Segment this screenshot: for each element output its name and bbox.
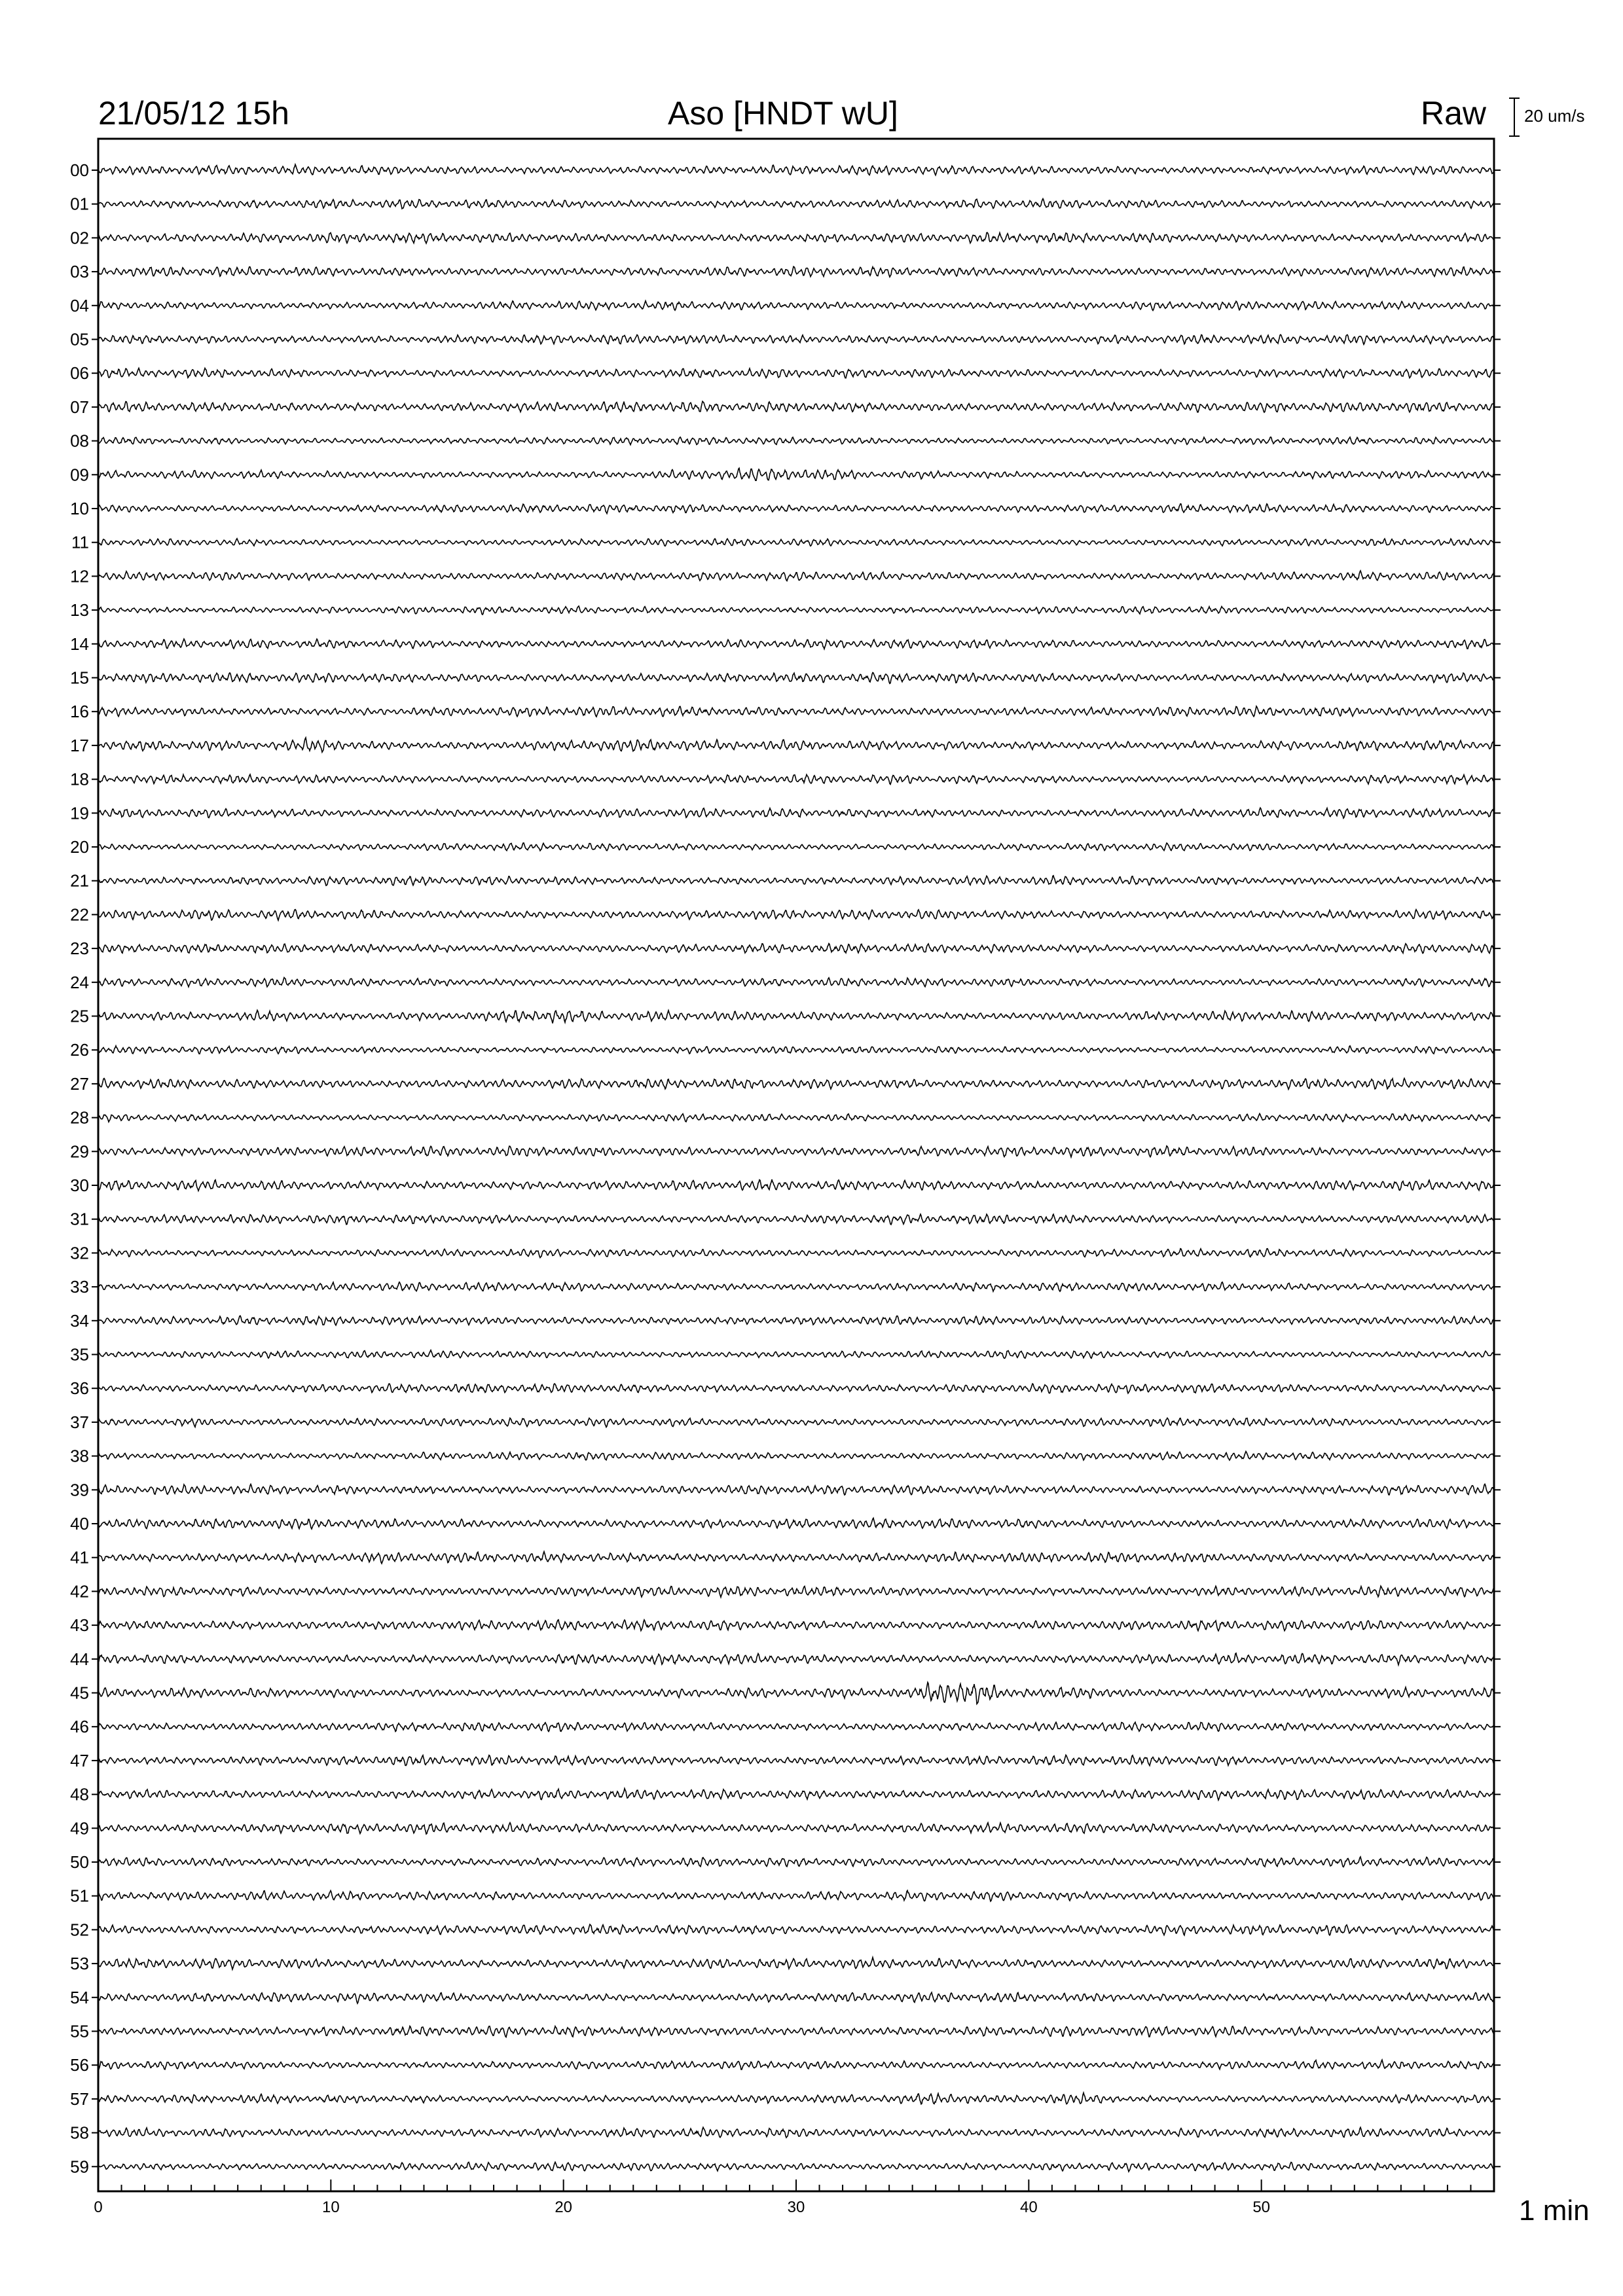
row-label-group — [70, 160, 1501, 2176]
row-label: 04 — [70, 295, 89, 315]
row-label: 13 — [70, 600, 89, 620]
row-label: 29 — [70, 1141, 89, 1162]
row-label: 50 — [70, 1852, 89, 1872]
row-label: 42 — [70, 1581, 89, 1602]
row-label: 10 — [70, 499, 89, 518]
row-label: 45 — [70, 1683, 89, 1703]
trace-row-10 — [98, 504, 1494, 514]
trace-row-35 — [98, 1350, 1494, 1359]
row-label: 12 — [70, 566, 89, 586]
row-label: 57 — [70, 2089, 89, 2109]
row-label: 32 — [70, 1243, 89, 1263]
trace-row-18 — [98, 774, 1494, 784]
row-label: 36 — [70, 1378, 89, 1399]
trace-row-31 — [98, 1214, 1494, 1225]
row-label: 09 — [70, 465, 89, 485]
trace-row-37 — [98, 1418, 1494, 1427]
scale-label: 20 um/s — [1524, 106, 1585, 126]
trace-row-52 — [98, 1924, 1494, 1935]
row-label: 56 — [70, 2055, 89, 2075]
plot-frame — [98, 139, 1494, 2191]
row-label: 03 — [70, 262, 89, 282]
trace-row-13 — [98, 606, 1494, 615]
trace-row-00 — [98, 164, 1494, 175]
trace-group — [98, 164, 1494, 2172]
row-label: 07 — [70, 397, 89, 417]
trace-row-55 — [98, 2026, 1494, 2037]
row-label: 30 — [70, 1175, 89, 1195]
trace-row-16 — [98, 706, 1494, 717]
trace-row-51 — [98, 1890, 1494, 1901]
row-label: 37 — [70, 1412, 89, 1432]
time-unit-label: 1 min — [1519, 2195, 1590, 2227]
trace-row-11 — [98, 539, 1494, 547]
row-label: 40 — [70, 1514, 89, 1534]
trace-row-15 — [98, 673, 1494, 684]
trace-row-48 — [98, 1789, 1494, 1801]
row-label: 05 — [70, 329, 89, 350]
trace-row-57 — [98, 2093, 1494, 2104]
trace-row-28 — [98, 1113, 1494, 1122]
trace-row-21 — [98, 876, 1494, 886]
row-label: 55 — [70, 2021, 89, 2041]
row-label: 38 — [70, 1446, 89, 1466]
row-label: 52 — [70, 1920, 89, 1940]
date-hour-label: 21/05/12 15h — [98, 95, 289, 132]
trace-row-22 — [98, 910, 1494, 921]
trace-row-14 — [98, 639, 1494, 649]
trace-row-02 — [98, 232, 1494, 243]
row-label: 18 — [70, 769, 89, 789]
row-label: 31 — [70, 1209, 89, 1229]
row-label: 14 — [70, 634, 89, 654]
trace-row-01 — [98, 199, 1494, 209]
x-tick-label: 30 — [787, 2198, 805, 2216]
station-title: Aso [HNDT wU] — [668, 95, 898, 132]
trace-row-24 — [98, 978, 1494, 987]
x-tick-label: 40 — [1019, 2198, 1038, 2216]
trace-row-19 — [98, 808, 1494, 818]
row-label: 54 — [70, 1987, 89, 2007]
row-label: 51 — [70, 1886, 89, 1906]
trace-row-40 — [98, 1518, 1494, 1529]
row-label: 21 — [70, 870, 89, 891]
trace-row-17 — [98, 738, 1494, 752]
row-label: 43 — [70, 1615, 89, 1636]
x-tick-label: 10 — [321, 2198, 340, 2216]
row-label: 01 — [70, 194, 89, 214]
row-label: 26 — [70, 1040, 89, 1060]
trace-row-27 — [98, 1079, 1494, 1090]
row-label: 58 — [70, 2123, 89, 2143]
row-label: 16 — [70, 702, 89, 722]
trace-row-45 — [98, 1682, 1494, 1704]
trace-row-05 — [98, 334, 1494, 344]
row-label: 34 — [70, 1310, 89, 1331]
trace-row-04 — [98, 301, 1494, 311]
row-label: 27 — [70, 1073, 89, 1094]
row-label: 35 — [70, 1344, 89, 1365]
trace-row-20 — [98, 843, 1494, 851]
x-axis — [94, 2179, 1494, 2216]
x-tick-label: 50 — [1252, 2198, 1271, 2216]
trace-row-39 — [98, 1484, 1494, 1496]
x-tick-label: 0 — [94, 2198, 103, 2216]
row-label: 06 — [70, 363, 89, 384]
row-label: 41 — [70, 1547, 89, 1568]
trace-row-44 — [98, 1653, 1494, 1665]
row-label: 11 — [71, 532, 89, 552]
trace-row-42 — [98, 1586, 1494, 1597]
x-tick-label: 20 — [555, 2198, 573, 2216]
trace-row-09 — [98, 468, 1494, 480]
row-label: 59 — [70, 2157, 89, 2177]
trace-row-25 — [98, 1011, 1494, 1024]
trace-row-07 — [98, 401, 1494, 412]
trace-row-34 — [98, 1316, 1494, 1325]
row-label: 02 — [70, 228, 89, 248]
row-label: 23 — [70, 939, 89, 959]
row-label: 08 — [70, 431, 89, 451]
trace-row-06 — [98, 368, 1494, 378]
row-label: 28 — [70, 1107, 89, 1128]
trace-row-26 — [98, 1046, 1494, 1054]
row-label: 24 — [70, 972, 89, 992]
mode-label: Raw — [1421, 95, 1487, 132]
trace-row-59 — [98, 2162, 1494, 2172]
row-label: 33 — [70, 1277, 89, 1297]
trace-row-49 — [98, 1823, 1494, 1834]
row-label: 49 — [70, 1818, 89, 1839]
row-label: 44 — [70, 1649, 89, 1669]
trace-row-36 — [98, 1384, 1494, 1393]
trace-row-41 — [98, 1552, 1494, 1564]
row-label: 19 — [70, 803, 89, 823]
trace-row-56 — [98, 2060, 1494, 2070]
trace-row-03 — [98, 266, 1494, 277]
row-label: 20 — [70, 837, 89, 857]
row-label: 00 — [70, 160, 89, 180]
row-label: 39 — [70, 1480, 89, 1500]
trace-row-53 — [98, 1958, 1494, 1969]
row-label: 47 — [70, 1750, 89, 1770]
trace-row-30 — [98, 1179, 1494, 1191]
trace-row-29 — [98, 1146, 1494, 1157]
trace-row-54 — [98, 1992, 1494, 2003]
trace-row-46 — [98, 1722, 1494, 1731]
trace-row-43 — [98, 1620, 1494, 1631]
amplitude-scale-bar — [1509, 98, 1520, 136]
trace-row-33 — [98, 1282, 1494, 1291]
trace-row-32 — [98, 1249, 1494, 1258]
trace-row-08 — [98, 437, 1494, 445]
trace-row-12 — [98, 571, 1494, 581]
trace-row-47 — [98, 1755, 1494, 1765]
row-label: 53 — [70, 1954, 89, 1974]
trace-row-38 — [98, 1452, 1494, 1461]
row-label: 48 — [70, 1784, 89, 1804]
trace-row-23 — [98, 944, 1494, 954]
trace-row-50 — [98, 1857, 1494, 1867]
trace-row-58 — [98, 2127, 1494, 2138]
row-label: 22 — [70, 905, 89, 925]
row-label: 15 — [70, 668, 89, 688]
row-label: 25 — [70, 1006, 89, 1026]
row-label: 17 — [70, 735, 89, 755]
row-label: 46 — [70, 1717, 89, 1737]
